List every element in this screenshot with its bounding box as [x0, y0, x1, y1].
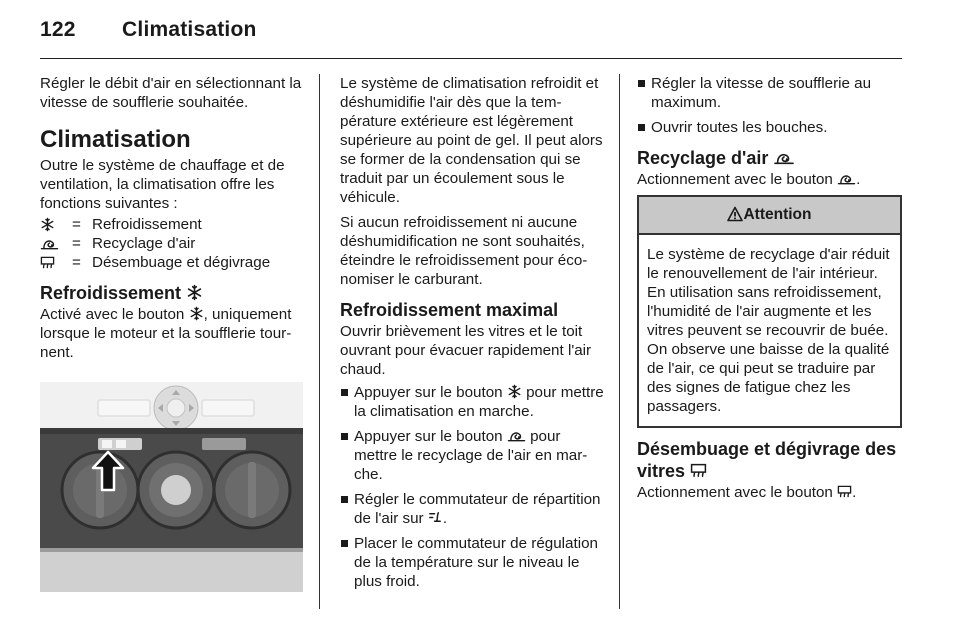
- section-heading-desembuage: Désembuage et dégivrage des vitres: [637, 439, 897, 481]
- section-heading-refroidissement: Refroidissement: [40, 282, 305, 304]
- defrost-icon: [690, 462, 707, 479]
- list-item: Appuyer sur le bouton pour mettre le recyclage de l'air en marche.: [340, 427, 604, 484]
- function-label: Refroidissement: [92, 216, 202, 233]
- section-text: Le système de climatisation refroidit et déshumidifie l'air dès que la température extérieure est légèrement supérieure au point de gel. Il peut alors se former de la condensation qui se traduit par un écoulement sous le véhicule.: [340, 75, 603, 206]
- function-row: = Refroidissement: [40, 215, 305, 234]
- step-list: [340, 383, 604, 591]
- list-item: Régler la vitesse de soufflerie au maximum.: [637, 74, 902, 112]
- section-heading-climatisation: Climatisation: [40, 126, 191, 153]
- page-title: Climatisation: [122, 18, 257, 41]
- section-heading-refroidissement-maximal: Refroidissement maximal: [340, 300, 559, 320]
- intro-text: Régler le débit d'air en sélectionnant la vitesse de soufflerie souhaitée.: [40, 75, 302, 111]
- page-header: [40, 18, 257, 42]
- warning-icon: [727, 206, 743, 222]
- function-label: Désembuage et dégivrage: [92, 254, 271, 271]
- page-number: 122: [40, 18, 76, 41]
- air-recirculation-icon: [40, 236, 59, 251]
- list-item: Ouvrir toutes les bouches.: [637, 118, 902, 137]
- list-item: Appuyer sur le bouton pour mettre la climatisation en marche.: [340, 383, 604, 421]
- attention-header: Attention: [639, 197, 900, 235]
- snowflake-icon: [189, 306, 204, 321]
- section-text: Activé avec le bouton , uniquement lorsque le moteur et la soufflerie tournent.: [40, 306, 292, 361]
- function-row: = Désembuage et dégivrage: [40, 253, 305, 272]
- function-list: [40, 215, 305, 272]
- air-distribution-icon: [428, 510, 443, 525]
- air-recirculation-icon: [773, 149, 795, 166]
- snowflake-icon: [40, 217, 55, 232]
- step-list: [637, 74, 902, 137]
- column-divider: [319, 74, 320, 609]
- section-text: Outre le système de chauffage et de ventilation, la climatisation offre les fonctions suivantes :: [40, 157, 285, 212]
- attention-box: [637, 195, 902, 428]
- air-recirculation-icon: [507, 428, 526, 443]
- list-item: Placer le commutateur de régulation de la température sur le niveau le plus froid.: [340, 534, 604, 591]
- list-item: Régler le commutateur de répartition de l'air sur .: [340, 490, 604, 528]
- section-heading-recyclage: Recyclage d'air: [637, 147, 902, 169]
- section-text: Si aucun refroidissement ni aucune déshumidification ne sont souhaités, éteindre le refroidissement pour économiser le carburant.: [340, 214, 588, 288]
- function-label: Recyclage d'air: [92, 235, 196, 252]
- column-3: [637, 74, 902, 508]
- column-divider: [619, 74, 620, 609]
- snowflake-icon: [186, 284, 203, 301]
- column-1: [40, 74, 305, 592]
- control-panel-photo: [40, 382, 303, 592]
- defrost-icon: [837, 484, 852, 499]
- header-rule: [40, 58, 902, 59]
- section-text: Actionnement avec le bouton .: [637, 171, 861, 188]
- section-text: Ouvrir brièvement les vitres et le toit ouvrant pour évacuer rapidement l'air chaud.: [340, 323, 592, 378]
- air-recirculation-icon: [837, 171, 856, 186]
- defrost-icon: [40, 255, 55, 270]
- column-2: [340, 74, 604, 597]
- section-text: Actionnement avec le bouton .: [637, 484, 857, 501]
- snowflake-icon: [507, 384, 522, 399]
- attention-text: Le système de recyclage d'air réduit le renouvellement de l'air intérieur. En utilisation sans refroidissement, l'humidité de l'air augmente et les vitres peuvent se recouvrir de buée. On observe une baisse de la qualité de l'air, ce qui peut se traduire par des signes de fatigue chez les passagers.: [647, 246, 890, 415]
- function-row: = Recyclage d'air: [40, 234, 305, 253]
